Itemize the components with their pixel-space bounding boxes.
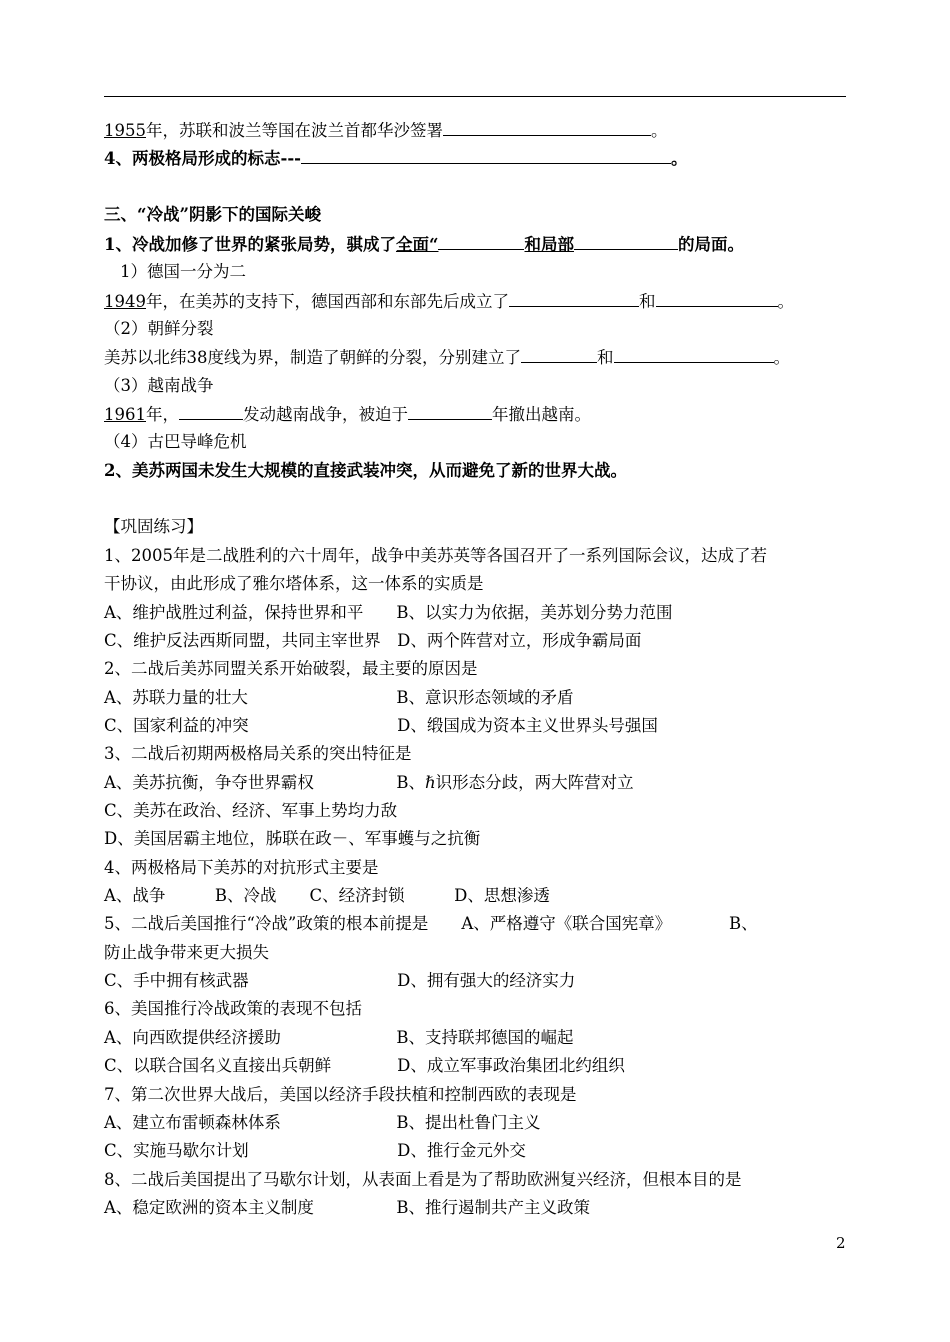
question-line: 7、第二次世界大战后，美国以经济手段扶植和控制西欧的表现是	[104, 1085, 577, 1104]
line-1961: 1961年， 发动越南战争，被迫于 年撤出越南。	[104, 405, 591, 424]
header-rule	[104, 96, 846, 97]
line-korea-detail: 美苏以北纬38度线为界，制造了朝鲜的分裂，分别建立了 和 。	[104, 348, 790, 367]
option-line: A、稳定欧洲的资本主义制度 B、推行遏制共产主义政策	[104, 1198, 591, 1217]
option-line: C、美苏在政治、经济、军事上势均力敌	[104, 801, 398, 820]
option-line: A、美苏抗衡，争夺世界霸权 B、ℏ识形态分歧，两大阵营对立	[104, 773, 634, 792]
line-vietnam: （3）越南战争	[104, 376, 214, 395]
line-1949: 1949年，在美苏的支持下，德国西部和东部先后成立了 和 。	[104, 292, 794, 311]
line-cuba: （4）古巴导峰危机	[104, 432, 247, 451]
option-line: C、实施马歇尔计划 D、推行金元外交	[104, 1141, 526, 1160]
line-bipolar-sign: 4、两极格局形成的标志--- 。	[104, 149, 688, 168]
exercise-heading: 【巩固练习】	[104, 517, 203, 536]
section-three-heading: 三、“冷战”阴影下的国际关峻	[104, 205, 321, 224]
line-no-war: 2、美苏两国未发生大规模的直接武装冲突，从而避免了新的世界大战。	[104, 461, 627, 480]
option-line: A、战争 B、冷战 C、经济封锁 D、思想渗透	[104, 886, 550, 905]
question-line: 5、二战后美国推行“冷战”政策的根本前提是 A、严格遵守《联合国宪章》 B、	[104, 914, 758, 933]
option-line: D、美国居霸主地位，胏联在政－、军事蠖与之抗衡	[104, 829, 481, 848]
question-line: 1、2005年是二战胜利的六十周年，战争中美苏英等各国召开了一系列国际会议，达成了若	[104, 546, 767, 565]
option-line: A、建立布雷顿森林体系 B、提出杜鲁门主义	[104, 1113, 541, 1132]
line-1955: 1955年，苏联和波兰等国在波兰首都华沙签署 。	[104, 121, 668, 140]
option-line: 防止战争带来更大损失	[104, 943, 269, 962]
option-line: C、以联合国名义直接出兵朝鲜 D、成立军事政治集团北约组织	[104, 1056, 625, 1075]
question-line: 6、美国推行冷战政策的表现不包括	[104, 999, 362, 1018]
option-line: C、维护反法西斯同盟，共同主宰世界 D、两个阵营对立，形成争霸局面	[104, 631, 642, 650]
option-line: C、手中拥有核武器 D、拥有强大的经济实力	[104, 971, 576, 990]
option-line: A、向西欧提供经济援助 B、支持联邦德国的崛起	[104, 1028, 574, 1047]
question-line: 2、二战后美苏同盟关系开始破裂，最主要的原因是	[104, 659, 478, 678]
option-line: A、维护战胜过利益，保持世界和平 B、以实力为依据，美苏划分势力范围	[104, 603, 673, 622]
option-line: C、国家利益的冲突 D、缎国成为资本主义世界头号强国	[104, 716, 658, 735]
question-line: 8、二战后美国提出了马歇尔计划，从表面上看是为了帮助欧洲复兴经济，但根本目的是	[104, 1170, 742, 1189]
question-line: 4、两极格局下美苏的对抗形式主要是	[104, 858, 379, 877]
question-line: 干协议，由此形成了雅尔塔体系，这一体系的实质是	[104, 574, 484, 593]
option-line: A、苏联力量的壮大 B、意识形态领域的矛盾	[104, 688, 574, 707]
line-coldwar-tension: 1、冷战加修了世界的紧张局势，骐成了全面“ 和局部 的局面。	[104, 235, 744, 254]
line-korea: （2）朝鲜分裂	[104, 319, 214, 338]
page-number: 2	[836, 1234, 846, 1252]
line-germany: 1）德国一分为二	[120, 262, 246, 281]
question-line: 3、二战后初期两极格局关系的突出特征是	[104, 744, 412, 763]
